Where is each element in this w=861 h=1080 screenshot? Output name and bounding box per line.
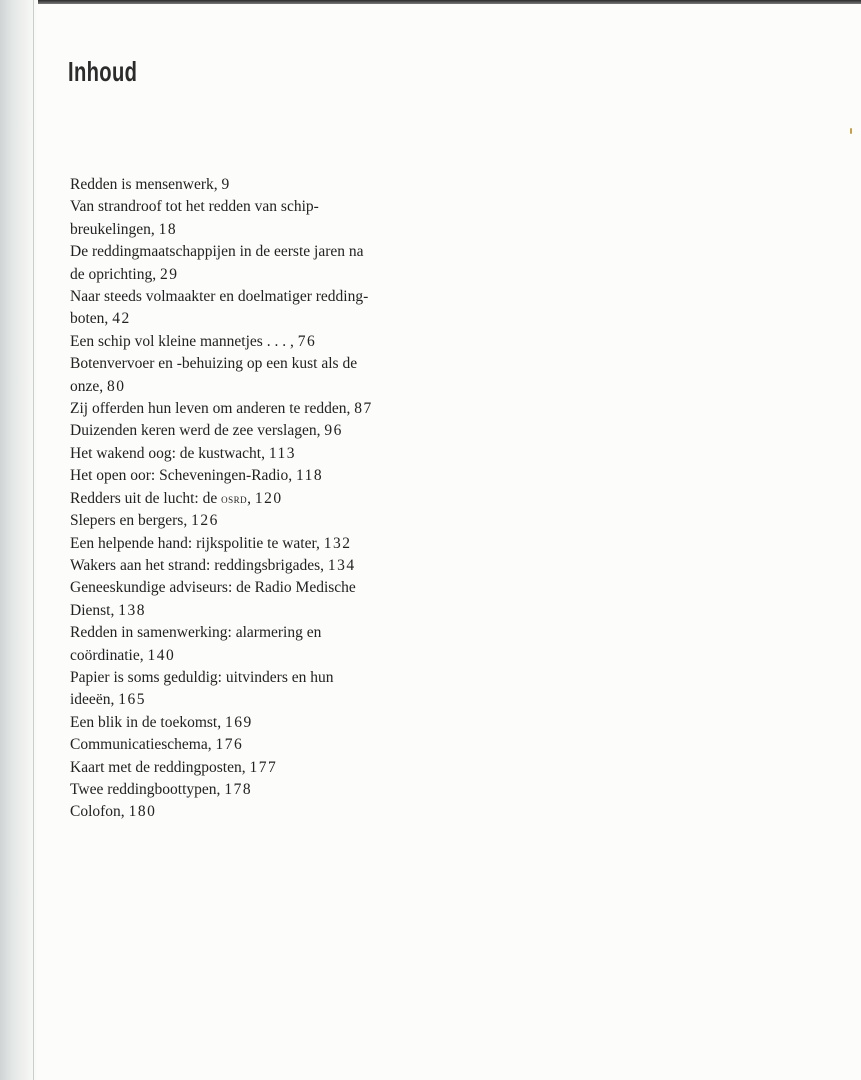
- toc-entry-text: Een schip vol kleine mannetjes . . . ,: [70, 332, 294, 350]
- toc-entry: [70, 196, 430, 241]
- toc-entry-line: [70, 667, 430, 689]
- toc-entry: [70, 622, 430, 667]
- toc-entry: [70, 331, 430, 353]
- toc-entry-line: [70, 645, 430, 667]
- toc-entry-text: de oprichting,: [70, 265, 157, 283]
- toc-entry: [70, 667, 430, 712]
- toc-page-number: 18: [158, 220, 178, 238]
- toc-entry-line: [70, 264, 430, 286]
- toc-entry-text: Geneeskundige adviseurs: de Radio Medische: [70, 579, 356, 597]
- toc-page-number: 96: [324, 422, 343, 440]
- toc-entry-text: Dienst,: [70, 601, 115, 619]
- toc-entry-text: breukelingen,: [70, 220, 155, 238]
- toc-entry-line: [70, 555, 430, 577]
- toc-page-number: 178: [224, 780, 253, 798]
- toc-entry-text: Een blik in de toekomst,: [70, 713, 222, 731]
- table-of-contents: [70, 174, 430, 824]
- toc-entry: [70, 420, 430, 442]
- toc-entry: [70, 712, 430, 734]
- toc-page-number: 132: [323, 534, 352, 552]
- toc-entry-text: Van strandroof tot het redden van schip-: [70, 198, 319, 216]
- toc-entry-line: [70, 308, 430, 330]
- toc-entry: [70, 398, 430, 420]
- toc-entry: [70, 443, 430, 465]
- toc-entry-text: Slepers en bergers,: [70, 512, 188, 530]
- toc-entry-text: Botenvervoer en -behuizing op een kust als de: [70, 355, 358, 373]
- toc-entry-line: [70, 465, 430, 487]
- toc-page-number: 138: [118, 601, 146, 619]
- toc-entry-text: Wakers aan het strand: reddingsbrigades,: [70, 556, 324, 574]
- toc-entry-line: [70, 331, 430, 353]
- toc-entry-line: [70, 712, 430, 734]
- toc-page-number: 140: [147, 646, 176, 664]
- toc-page-number: 76: [297, 332, 317, 350]
- toc-entry: [70, 353, 430, 398]
- toc-entry-text: Redders uit de lucht: de osrd,: [70, 489, 251, 507]
- paper-speck: [850, 128, 852, 134]
- toc-page-number: 113: [268, 444, 297, 462]
- toc-page-number: 118: [295, 467, 324, 485]
- toc-entry-line: [70, 757, 430, 779]
- toc-page-number: 180: [128, 803, 157, 821]
- toc-page-number: 134: [327, 556, 356, 574]
- toc-entry-text: Kaart met de reddingposten,: [70, 758, 246, 776]
- toc-entry-text: Papier is soms geduldig: uitvinders en hun: [70, 668, 334, 686]
- toc-entry-line: [70, 376, 430, 398]
- toc-entry-text: Een helpende hand: rijkspolitie te water,: [70, 534, 320, 552]
- toc-entry-line: [70, 241, 430, 263]
- toc-entry-line: [70, 174, 430, 196]
- toc-entry-line: [70, 510, 430, 532]
- toc-entry-line: [70, 689, 430, 711]
- toc-entry-text: Twee reddingboottypen,: [70, 780, 221, 798]
- toc-entry-line: [70, 801, 430, 823]
- toc-entry-line: [70, 353, 430, 375]
- toc-entry: [70, 779, 430, 801]
- toc-entry-text: coördinatie,: [70, 646, 144, 664]
- toc-entry-text: Duizenden keren werd de zee verslagen,: [70, 422, 321, 440]
- toc-page-number: 126: [191, 512, 219, 530]
- toc-entry-text: De reddingmaatschappijen in de eerste jaren na: [70, 243, 364, 261]
- toc-entry-text: Colofon,: [70, 803, 125, 821]
- toc-entry-text: boten,: [70, 310, 109, 328]
- toc-entry-line: [70, 622, 430, 644]
- toc-entry-line: [70, 734, 430, 756]
- toc-entry-text: Het wakend oog: de kustwacht,: [70, 444, 265, 462]
- toc-entry: [70, 577, 430, 622]
- page-top-edge: [0, 0, 861, 4]
- toc-page-number: 165: [118, 691, 146, 709]
- toc-entry: [70, 757, 430, 779]
- toc-entry-line: [70, 196, 430, 218]
- toc-entry: [70, 174, 430, 196]
- toc-entry: [70, 555, 430, 577]
- toc-entry-line: [70, 286, 430, 308]
- toc-entry-line: [70, 577, 430, 599]
- toc-entry-line: [70, 488, 430, 510]
- toc-entry-text: ideeën,: [70, 691, 115, 709]
- toc-page-number: 87: [354, 400, 373, 418]
- toc-entry-text: Naar steeds volmaakter en doelmatiger redding-: [70, 288, 369, 306]
- toc-entry-line: [70, 420, 430, 442]
- toc-entry-text: Redden is mensenwerk,: [70, 176, 218, 193]
- toc-entry: [70, 533, 430, 555]
- toc-entry-line: [70, 443, 430, 465]
- toc-entry-text: Communicatieschema,: [70, 736, 212, 754]
- toc-entry-line: [70, 533, 430, 555]
- toc-entry-line: [70, 779, 430, 801]
- toc-entry: [70, 801, 430, 823]
- toc-page-number: 29: [159, 265, 179, 283]
- toc-page-number: 120: [254, 489, 283, 507]
- toc-entry-text: onze,: [70, 377, 104, 395]
- toc-page-number: 80: [107, 377, 126, 395]
- toc-entry: [70, 465, 430, 487]
- toc-entry-text: Zij offerden hun leven om anderen te redden,: [70, 400, 351, 418]
- toc-entry-text: Redden in samenwerking: alarmering en: [70, 624, 322, 642]
- toc-entry: [70, 510, 430, 532]
- toc-entry-text: Het open oor: Scheveningen-Radio,: [70, 467, 293, 485]
- toc-entry: [70, 488, 430, 510]
- page-title: Inhoud: [68, 56, 138, 87]
- toc-entry-line: [70, 398, 430, 420]
- toc-entry-line: [70, 219, 430, 241]
- toc-page-number: 9: [221, 176, 231, 193]
- toc-entry: [70, 734, 430, 756]
- binding-line: [33, 0, 34, 1080]
- toc-page-number: 42: [112, 310, 131, 328]
- toc-entry: [70, 241, 430, 286]
- toc-page-number: 169: [224, 713, 253, 731]
- toc-entry: [70, 286, 430, 331]
- toc-page-number: 176: [215, 736, 244, 754]
- toc-page-number: 177: [249, 758, 278, 776]
- toc-entry-line: [70, 600, 430, 622]
